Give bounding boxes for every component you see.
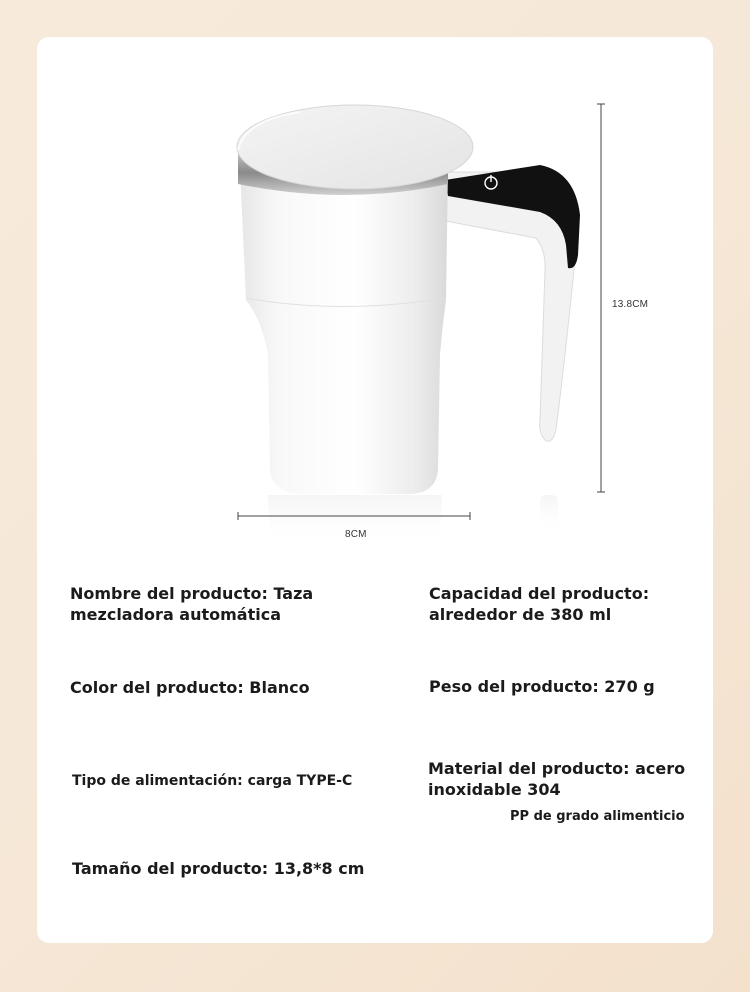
mug-body	[240, 168, 448, 494]
height-label: 13.8CM	[612, 299, 649, 310]
width-label: 8CM	[345, 529, 367, 540]
spec-capacity: Capacidad del producto: alrededor de 380 ml	[429, 584, 650, 624]
spec-weight: Peso del producto: 270 g	[429, 677, 655, 696]
spec-size: Tamaño del producto: 13,8*8 cm	[72, 859, 365, 878]
spec-material: Material del producto: acero inoxidable 304	[428, 759, 686, 799]
spec-material-extra: PP de grado alimenticio	[510, 809, 685, 824]
mug-reflection	[268, 495, 442, 548]
handle-reflection	[540, 495, 558, 535]
spec-color: Color del producto: Blanco	[70, 678, 310, 697]
spec-power: Tipo de alimentación: carga TYPE-C	[72, 773, 353, 789]
spec-name: Nombre del producto: Taza mezcladora automática	[70, 584, 314, 624]
